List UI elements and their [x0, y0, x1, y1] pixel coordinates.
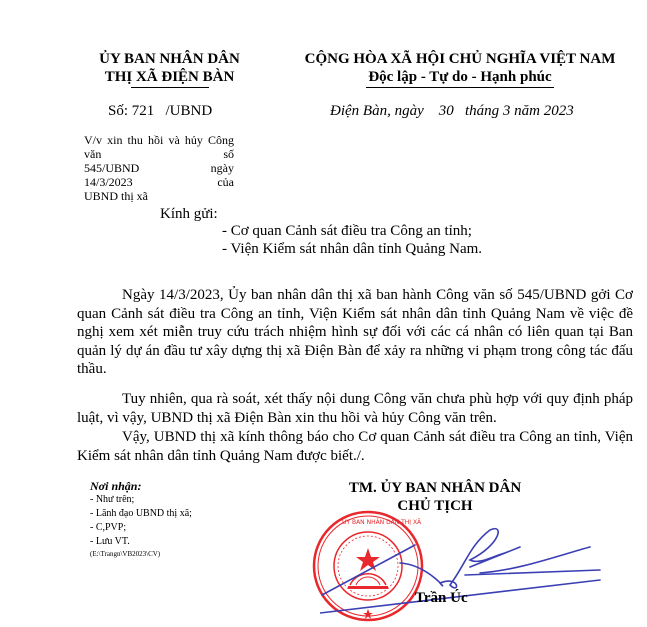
distribution-item: - C,PVP; — [90, 522, 127, 533]
file-path: (E:\Trangn\VB2023\CV) — [90, 550, 161, 558]
body-paragraph — [77, 390, 633, 427]
subject-line: 545/UBND ngày 14/3/2023 của — [84, 161, 234, 189]
subject — [84, 133, 234, 203]
place-date: Điện Bàn, ngày 30 tháng 3 năm 2023 — [330, 103, 574, 119]
issuer-block — [62, 50, 277, 88]
body-paragraph — [77, 428, 633, 465]
divider — [131, 87, 209, 88]
paragraph-text: Ngày 14/3/2023, Ủy ban nhân dân thị xã ban hành Công văn số 545/UBND gởi Cơ quan Cảnh sát điều tra Công an tỉnh, Viện Kiểm sát nhân dân tỉnh Quảng Nam về việc đề nghị xem xét miễn truy cứu trách nhiệm hình sự đối với các cá nhân có liên quan tại Ban quản lý dự án đầu tư xây dựng thị xã Điện Bàn để xảy ra những vi phạm trong công tác đấu thầu. — [77, 287, 633, 377]
issuer-line1: ỦY BAN NHÂN DÂN — [99, 51, 240, 67]
signature-title-line2: CHỦ TỊCH — [397, 498, 473, 514]
distribution-item: - Lãnh đạo UBND thị xã; — [90, 508, 192, 519]
subject-line: UBND thị xã — [84, 189, 148, 203]
document-number: Số: 721 /UBND — [108, 103, 213, 119]
recipient-item: - Cơ quan Cảnh sát điều tra Công an tỉnh; — [222, 223, 472, 239]
signature-title-line1: TM. ỦY BAN NHÂN DÂN — [348, 480, 522, 496]
distribution-item: - Như trên; — [90, 494, 135, 505]
distribution-title: Nơi nhận: — [90, 479, 142, 493]
subject-line: V/v xin thu hồi và hủy Công văn số — [84, 133, 234, 161]
recipient-item: - Viện Kiểm sát nhân dân tỉnh Quảng Nam. — [222, 241, 483, 257]
distribution-item: - Lưu VT. — [90, 536, 130, 547]
paragraph-text: Tuy nhiên, qua rà soát, xét thấy nội dung Công văn chưa phù hợp với quy định pháp luật, vì vậy, UBND thị xã Điện Bàn xin thu hồi và hủy Công văn trên. — [77, 391, 633, 426]
divider — [366, 87, 554, 88]
recipient-list — [222, 222, 482, 258]
paragraph-text: Vậy, UBND thị xã kính thông báo cho Cơ quan Cảnh sát điều tra Công an tỉnh, Viện Kiểm sát nhân dân tỉnh Quảng Nam được biết./. — [77, 429, 633, 464]
nation-title: CỘNG HÒA XÃ HỘI CHỦ NGHĨA VIỆT NAM — [304, 51, 616, 67]
issuer-line2: THỊ XÃ ĐIỆN BÀN — [104, 69, 235, 85]
body-paragraph — [77, 286, 633, 379]
svg-text:ỦY BAN NHÂN DÂN THỊ XÃ: ỦY BAN NHÂN DÂN THỊ XÃ — [342, 519, 422, 526]
distribution-list — [90, 479, 192, 559]
national-motto-block — [275, 50, 645, 88]
signer-name: Trần Úc — [415, 590, 468, 606]
motto: Độc lập - Tự do - Hạnh phúc — [368, 69, 552, 85]
salutation: Kính gửi: — [160, 206, 218, 222]
